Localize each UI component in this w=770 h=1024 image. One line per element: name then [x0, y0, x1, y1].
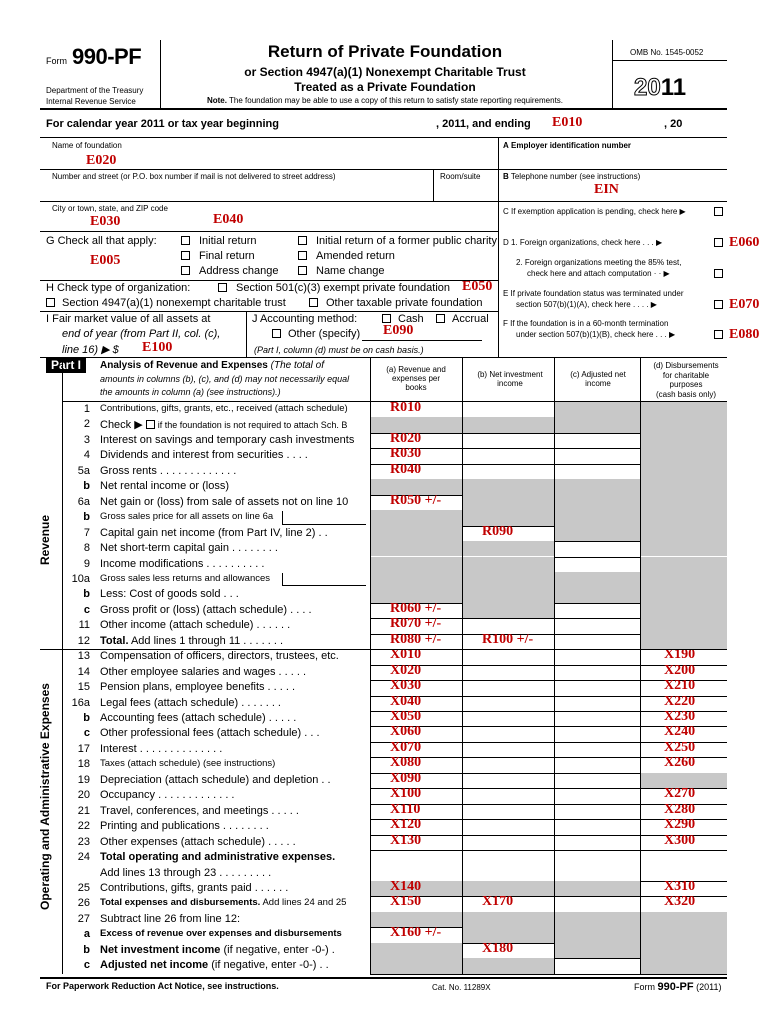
col-a-header: (a) Revenue and expenses per books: [386, 365, 446, 392]
line-value-a[interactable]: R080 +/-: [390, 631, 442, 647]
name-of-foundation-label: Name of foundation: [52, 141, 122, 150]
exemption-pending-checkbox[interactable]: [714, 207, 723, 216]
shaded-cell: [555, 495, 640, 510]
line-label: Total operating and administrative expenses.: [100, 851, 336, 864]
shaded-cell: [641, 587, 727, 602]
shaded-cell: [641, 927, 727, 942]
g-check-label: G Check all that apply:: [46, 235, 157, 247]
h-type-value[interactable]: E050: [462, 279, 493, 294]
line-number: b: [83, 943, 90, 956]
nonexempt-trust-label: Section 4947(a)(1) nonexempt charitable trust: [62, 297, 286, 309]
line-value-d[interactable]: X260: [664, 755, 696, 771]
dept-line2: Internal Revenue Service: [46, 97, 136, 106]
line-number: 2: [83, 418, 90, 431]
line-value-a[interactable]: R060 +/-: [390, 600, 442, 616]
form-title: Return of Private Foundation: [267, 42, 503, 61]
shaded-cell: [555, 479, 640, 494]
fmv-value[interactable]: E100: [142, 340, 173, 355]
omb-number: OMB No. 1545-0052: [630, 48, 704, 57]
line-number: 1: [83, 403, 90, 415]
line-label: Capital gain net income (from Part IV, line 2) . .: [100, 526, 328, 539]
line-number: b: [83, 511, 90, 524]
form-note: Note. The foundation may be able to use a copy of this return to satisfy state reporting requirements.: [206, 96, 564, 105]
line-number: 14: [77, 665, 90, 678]
line-value-d[interactable]: X210: [664, 678, 696, 694]
shaded-cell: [371, 541, 462, 556]
line-value-a[interactable]: X010: [390, 647, 422, 663]
line-label: Compensation of officers, directors, trustees, etc.: [100, 650, 339, 663]
shaded-cell: [371, 557, 462, 572]
form-number: 990-PF: [72, 44, 142, 69]
line-label: Net rental income or (loss): [100, 480, 229, 493]
line-value-d[interactable]: X190: [664, 647, 696, 663]
shaded-cell: [555, 417, 640, 432]
line-number: 15: [77, 681, 90, 694]
line-label: Other professional fees (attach schedule) . . .: [100, 727, 320, 740]
line-number: c: [83, 603, 90, 616]
dept-line1: Department of the Treasury: [46, 86, 144, 95]
shaded-cell: [641, 433, 727, 448]
line-number: 26: [77, 897, 90, 910]
line-number: 4: [83, 449, 90, 462]
footer-form-id: Form 990-PF (2011): [634, 981, 722, 993]
line-number: 11: [78, 619, 90, 632]
exempt-pf-label: Section 501(c)(3) exempt private foundation: [236, 282, 451, 294]
shaded-cell: [555, 587, 640, 602]
line-value-a[interactable]: X030: [390, 678, 422, 694]
line-label: Other expenses (attach schedule) . . . . .: [100, 835, 296, 848]
line-label: Subtract line 26 from line 12:: [100, 912, 241, 925]
cash-label: Cash: [398, 313, 424, 325]
line-value-d[interactable]: X300: [664, 832, 696, 848]
shaded-cell: [371, 943, 462, 958]
accounting-method-label: J Accounting method:: [252, 313, 358, 325]
line-value-d[interactable]: X250: [664, 739, 696, 755]
street-label: Number and street (or P.O. box number if mail is not delivered to street address): [52, 172, 336, 181]
line-number: a: [83, 928, 90, 941]
exempt-pf-checkbox[interactable]: [218, 283, 227, 292]
line-value-b[interactable]: R090: [482, 523, 514, 539]
line-label: Net short-term capital gain . . . . . . . .: [100, 542, 278, 555]
line-number: c: [83, 959, 90, 972]
shaded-cell: [641, 526, 727, 541]
part-i-desc-2: the amounts in column (a) (see instructions).): [100, 387, 281, 397]
line-value-a[interactable]: R020: [390, 430, 422, 446]
line-label: Adjusted net income (if negative, enter -0-) . .: [100, 959, 329, 972]
line-label: Add lines 13 through 23 . . . . . . . . .: [100, 866, 272, 879]
line-value-a[interactable]: X150: [390, 894, 422, 910]
line-number: 22: [77, 820, 90, 833]
cash-checkbox[interactable]: [382, 314, 391, 323]
terminated-value[interactable]: E070: [729, 297, 760, 312]
line-number: 6a: [77, 495, 90, 508]
foreign-85-label-1: 2. Foreign organizations meeting the 85% test,: [516, 258, 682, 267]
line-label: Interest on savings and temporary cash investments: [100, 433, 355, 446]
line-value-a[interactable]: R030: [390, 446, 422, 462]
accrual-label: Accrual: [452, 313, 489, 325]
line-number: 3: [83, 433, 90, 446]
col-c-header: (c) Adjusted net income: [570, 370, 626, 388]
shaded-cell: [371, 572, 462, 587]
shaded-cell: [463, 541, 554, 556]
line-value-a[interactable]: X140: [390, 878, 422, 894]
shaded-cell: [641, 557, 727, 572]
fmv-label-1: I Fair market value of all assets at: [46, 313, 211, 325]
line-number: b: [83, 480, 90, 493]
shaded-cell: [371, 510, 462, 525]
line-number: 7: [83, 526, 90, 539]
shaded-cell: [641, 618, 727, 633]
line-label: Depreciation (attach schedule) and depletion . .: [100, 773, 331, 786]
line-label: Other income (attach schedule) . . . . . .: [100, 619, 291, 632]
shaded-cell: [463, 958, 554, 973]
sixty-month-label-2: under section 507(b)(1)(B), check here . . . ▶: [516, 330, 676, 339]
footer-cat-no: Cat. No. 11289X: [432, 983, 491, 992]
state-zip-value[interactable]: E040: [213, 212, 244, 227]
shaded-cell: [463, 417, 554, 432]
line-label: Legal fees (attach schedule) . . . . . . .: [100, 696, 281, 709]
line-value-b[interactable]: X170: [482, 894, 514, 910]
line-label: Gross sales less returns and allowances: [100, 572, 271, 584]
name-of-foundation-value[interactable]: E020: [86, 153, 117, 168]
line-number: 10a: [71, 572, 90, 585]
shaded-cell: [555, 510, 640, 525]
shaded-cell: [641, 943, 727, 958]
shaded-cell: [463, 572, 554, 587]
calendar-tail: , 20: [664, 118, 683, 130]
line-label: Total. Add lines 1 through 11 . . . . . . .: [100, 634, 284, 647]
shaded-cell: [463, 603, 554, 618]
shaded-cell: [371, 526, 462, 541]
line-value-a[interactable]: X050: [390, 709, 422, 724]
line-number: b: [83, 712, 90, 724]
line-value-d[interactable]: X220: [664, 693, 696, 709]
line-value-a[interactable]: R040: [390, 461, 422, 477]
revenue-side-label: Revenue: [38, 514, 52, 565]
form-subtitle-2: Treated as a Private Foundation: [294, 80, 476, 94]
shaded-cell: [641, 541, 727, 556]
line-value-b[interactable]: X180: [482, 940, 514, 956]
shaded-cell: [463, 587, 554, 602]
sixty-month-checkbox[interactable]: [714, 330, 723, 339]
other-taxable-label: Other taxable private foundation: [326, 297, 483, 309]
foreign-85-label-2: check here and attach computation · · ▶: [527, 269, 670, 278]
part-i-title: Analysis of Revenue and Expenses (The total of: [100, 360, 324, 371]
line-value-a[interactable]: X120: [390, 817, 422, 833]
shaded-cell: [641, 417, 727, 432]
line-label: Taxes (attach schedule) (see instructions): [100, 758, 276, 770]
line-number: 25: [77, 881, 90, 894]
shaded-cell: [555, 572, 640, 587]
line-value-a[interactable]: X080: [390, 755, 422, 771]
line-value-d[interactable]: X280: [664, 801, 696, 817]
shaded-cell: [555, 526, 640, 541]
other-method-value[interactable]: E090: [383, 323, 414, 338]
line-number: c: [83, 727, 90, 740]
terminated-label-2: section 507(b)(1)(A), check here . . . . ▶: [516, 300, 657, 309]
line-label: Income modifications . . . . . . . . . .: [100, 557, 265, 570]
telephone-value[interactable]: EIN: [594, 182, 619, 197]
line-label: Contributions, gifts, grants, etc., received (attach schedule): [100, 403, 348, 414]
h-type-label: H Check type of organization:: [46, 282, 191, 294]
city-value[interactable]: E030: [90, 214, 121, 229]
shaded-cell: [641, 958, 727, 973]
fmv-label-2: end of year (from Part II, col. (c),: [62, 328, 221, 340]
expenses-side-label: Operating and Administrative Expenses: [38, 683, 52, 910]
city-label: City or town, state, and ZIP code: [52, 204, 168, 213]
line-number: 21: [77, 804, 90, 817]
exemption-pending-label: C If exemption application is pending, check here ▶: [503, 207, 686, 216]
shaded-cell: [555, 402, 640, 417]
line-label: Gross sales price for all assets on line 6a: [100, 511, 274, 523]
telephone-label: B Telephone number (see instructions): [503, 172, 641, 181]
line-value-a[interactable]: R070 +/-: [390, 616, 442, 632]
shaded-cell: [555, 943, 640, 958]
line-number: 20: [77, 789, 90, 802]
initial-return-label: Initial return: [199, 235, 257, 247]
line-number: 5a: [77, 464, 90, 477]
line-value-a[interactable]: X090: [390, 770, 422, 786]
shaded-cell: [641, 603, 727, 618]
line-value-d[interactable]: X290: [664, 817, 696, 833]
line-value-a[interactable]: X130: [390, 832, 422, 848]
line-label: Other employee salaries and wages . . . . .: [100, 665, 307, 678]
final-return-checkbox[interactable]: [181, 251, 190, 260]
address-change-checkbox[interactable]: [181, 266, 190, 275]
other-taxable-checkbox[interactable]: [309, 298, 318, 307]
line-value-a[interactable]: X040: [390, 693, 422, 709]
calendar-year-label: For calendar year 2011 or tax year beginning: [46, 118, 279, 130]
line-label: Accounting fees (attach schedule) . . . . .: [100, 712, 297, 724]
shaded-cell: [641, 448, 727, 463]
shaded-cell: [641, 912, 727, 927]
line-number: 19: [77, 773, 90, 786]
line-label: Interest . . . . . . . . . . . . . .: [100, 742, 223, 755]
ein-label: A Employer identification number: [503, 141, 632, 150]
foreign-org-value[interactable]: E060: [729, 235, 760, 250]
line-number: 9: [83, 557, 90, 570]
cash-basis-note: (Part I, column (d) must be on cash basis.): [254, 345, 424, 355]
former-public-charity-label: Initial return of a former public charity: [316, 235, 497, 247]
form-word: Form: [46, 56, 67, 66]
line-number: b: [83, 588, 90, 601]
foreign-org-label: D 1. Foreign organizations, check here . . . ▶: [503, 238, 663, 247]
sch-b-checkbox[interactable]: [146, 420, 155, 429]
foreign-org-checkbox[interactable]: [714, 238, 723, 247]
fmv-label-3: line 16) ▶ $: [62, 344, 119, 356]
nonexempt-trust-checkbox[interactable]: [46, 298, 55, 307]
line-number: 17: [77, 742, 90, 755]
shaded-cell: [555, 912, 640, 927]
part-i-desc-1: amounts in columns (b), (c), and (d) may not necessarily equal: [100, 374, 350, 384]
amended-return-checkbox[interactable]: [298, 251, 307, 260]
terminated-checkbox[interactable]: [714, 300, 723, 309]
line-label: Printing and publications . . . . . . . .: [100, 820, 269, 833]
line-value-d[interactable]: X270: [664, 786, 696, 802]
line-label: Gross profit or (loss) (attach schedule) . . . .: [100, 603, 312, 616]
line-label: Pension plans, employee benefits . . . . .: [100, 681, 296, 694]
line-value-a[interactable]: X060: [390, 724, 422, 740]
shaded-cell: [641, 479, 727, 494]
shaded-cell: [641, 495, 727, 510]
name-change-label: Name change: [316, 265, 385, 277]
shaded-cell: [641, 402, 727, 417]
line-value-a[interactable]: X020: [390, 662, 422, 678]
final-return-label: Final return: [199, 250, 255, 262]
shaded-cell: [463, 912, 554, 927]
line-number: 27: [77, 912, 90, 925]
shaded-cell: [555, 927, 640, 942]
shaded-cell: [555, 881, 640, 896]
line-label: Net gain or (loss) from sale of assets not on line 10: [100, 495, 349, 508]
g-check-value[interactable]: E005: [90, 253, 121, 268]
line-label: Occupancy . . . . . . . . . . . . .: [100, 789, 235, 802]
accrual-checkbox[interactable]: [436, 314, 445, 323]
line-value-a[interactable]: X160 +/-: [390, 925, 442, 941]
line-number: 23: [77, 835, 90, 848]
line-label: Total expenses and disbursements. Add lines 24 and 25: [100, 897, 347, 909]
shaded-cell: [463, 479, 554, 494]
ending-date-value[interactable]: E010: [552, 115, 583, 130]
line-label: Travel, conferences, and meetings . . . . .: [100, 804, 299, 817]
address-change-label: Address change: [199, 265, 279, 277]
line-number: 24: [77, 851, 90, 864]
footer-paperwork: For Paperwork Reduction Act Notice, see instructions.: [46, 981, 279, 991]
line-value-d[interactable]: X240: [664, 724, 696, 740]
line-value-a[interactable]: R050 +/-: [390, 492, 442, 508]
line-number: 13: [77, 650, 90, 663]
line-value-a[interactable]: X110: [390, 801, 421, 817]
terminated-label-1: E If private foundation status was terminated under: [503, 289, 684, 298]
name-change-checkbox[interactable]: [298, 266, 307, 275]
col-d-header: (d) Disbursements for charitable purposes (cash basis only): [653, 361, 719, 399]
amended-return-label: Amended return: [316, 250, 395, 262]
line-number: 16a: [71, 696, 90, 709]
line-value-a[interactable]: X070: [390, 739, 422, 755]
tax-year: 2011: [634, 74, 687, 101]
other-method-checkbox[interactable]: [272, 329, 281, 338]
form-subtitle-1: or Section 4947(a)(1) Nonexempt Charitable Trust: [244, 65, 526, 79]
line-number: 18: [77, 758, 90, 771]
line-value-b[interactable]: R100 +/-: [482, 631, 534, 647]
former-public-charity-checkbox[interactable]: [298, 236, 307, 245]
calendar-and-ending: , 2011, and ending: [436, 118, 531, 130]
line-label: Contributions, gifts, grants paid . . . . . .: [100, 881, 289, 894]
part-i-tag: Part I: [46, 358, 86, 373]
sixty-month-value[interactable]: E080: [729, 327, 760, 342]
shaded-cell: [463, 495, 554, 510]
line-label: Excess of revenue over expenses and disbursements: [100, 928, 342, 940]
line-value-a[interactable]: X100: [390, 786, 422, 802]
initial-return-checkbox[interactable]: [181, 236, 190, 245]
shaded-cell: [641, 464, 727, 479]
shaded-cell: [641, 572, 727, 587]
line-label: Check ▶ if the foundation is not required to attach Sch. B: [100, 419, 348, 432]
shaded-cell: [371, 958, 462, 973]
other-method-label: Other (specify): [288, 328, 361, 340]
shaded-cell: [641, 510, 727, 525]
sixty-month-label-1: F If the foundation is in a 60-month termination: [503, 319, 669, 328]
foreign-85-checkbox[interactable]: [714, 269, 723, 278]
line-value-d[interactable]: X230: [664, 709, 696, 724]
line-value-a[interactable]: R010: [390, 400, 422, 415]
line-value-d[interactable]: X320: [664, 894, 696, 910]
line-value-d[interactable]: X310: [664, 878, 696, 894]
line-label: Less: Cost of goods sold . . .: [100, 588, 239, 601]
line-number: 12: [77, 634, 90, 647]
line-number: 8: [83, 542, 90, 555]
line-value-d[interactable]: X200: [664, 662, 696, 678]
line-label: Net investment income (if negative, enter -0-) .: [100, 943, 335, 956]
shaded-cell: [463, 557, 554, 572]
line-label: Gross rents . . . . . . . . . . . . .: [100, 464, 237, 477]
line-label: Dividends and interest from securities . . . .: [100, 449, 308, 462]
col-b-header: (b) Net investment income: [477, 370, 543, 388]
room-suite-label: Room/suite: [440, 172, 481, 181]
